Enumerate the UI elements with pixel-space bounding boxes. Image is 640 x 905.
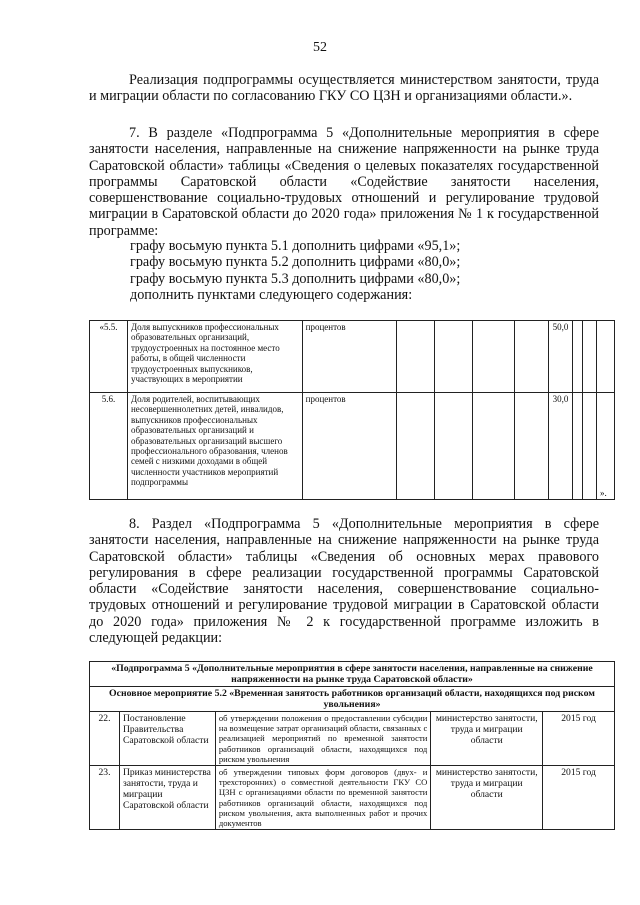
row-number: «5.5.	[90, 321, 128, 393]
table-row	[90, 712, 615, 766]
year: 2015 год	[543, 712, 615, 766]
row-number: 22.	[90, 712, 120, 766]
table-header-row	[90, 662, 615, 687]
empty-cell	[515, 321, 549, 393]
table-header-row	[90, 687, 615, 712]
subprogram-header: «Подпрограмма 5 «Дополнительные мероприятия в сфере занятости населения, направленные на снижение напряженности на рынке труда Саратовской области»	[90, 662, 615, 687]
list-item: графу восьмую пункта 5.3 дополнить цифрами «80,0»;	[130, 270, 461, 287]
empty-cell	[573, 393, 583, 500]
unit: процентов	[302, 393, 397, 500]
empty-cell	[582, 321, 596, 393]
empty-cell	[473, 393, 515, 500]
main-activity-header: Основное мероприятие 5.2 «Временная занятость работников организаций области, находящихся под риском увольнения»	[90, 687, 615, 712]
responsible-org: министерство занятости, труда и миграции области	[431, 766, 543, 830]
indicators-table	[89, 320, 615, 500]
unit: процентов	[302, 321, 397, 393]
document-content: об утверждении положения о предоставлении субсидии на возмещение затрат организаций области, связанных с реализацией мероприятий по временной занятости работников организаций области, находящихся под риском увольнения	[215, 712, 430, 766]
intro-text: Реализация подпрограммы осуществляется министерством занятости, труда и миграции области по согласованию ГКУ СО ЦЗН и организациями области.».	[89, 72, 599, 105]
page-number: 52	[313, 40, 327, 55]
table-row	[90, 321, 615, 393]
value-cell: 30,0	[549, 393, 573, 500]
closing-quote: ».	[596, 393, 614, 500]
empty-cell	[397, 321, 435, 393]
value-cell: 50,0	[549, 321, 573, 393]
section-7-list	[130, 238, 600, 303]
section-8	[89, 516, 599, 646]
list-item: дополнить пунктами следующего содержания:	[130, 286, 413, 303]
responsible-org: министерство занятости, труда и миграции области	[431, 712, 543, 766]
empty-cell	[573, 321, 583, 393]
legal-measures-table	[89, 661, 615, 830]
empty-cell	[397, 393, 435, 500]
empty-cell	[473, 321, 515, 393]
list-item: графу восьмую пункта 5.1 дополнить цифрами «95,1»;	[130, 238, 461, 254]
empty-cell	[435, 321, 473, 393]
table-row	[90, 766, 615, 830]
document-content: об утверждении типовых форм договоров (двух- и трехсторонних) о совместной деятельности ГКУ СО ЦЗН с организациями области по временной занятости работников организаций области, находящихся под риском увольнения, акта выполненных работ и прочих документов	[215, 766, 430, 830]
list-item: графу восьмую пункта 5.2 дополнить цифрами «80,0»;	[130, 254, 461, 271]
row-number: 23.	[90, 766, 120, 830]
document-type: Приказ министерства занятости, труда и миграции Саратовской области	[119, 766, 215, 830]
empty-cell	[596, 321, 614, 393]
empty-cell	[582, 393, 596, 500]
empty-cell	[515, 393, 549, 500]
row-number: 5.6.	[90, 393, 128, 500]
indicator-description: Доля родителей, воспитывающих несовершеннолетних детей, инвалидов, выпускников профессиональных образовательных организаций и образовательных организаций высшего профессионального образования, членов семей с низкими доходами в общей численности участников мероприятий подпрограммы	[127, 393, 302, 500]
section-8-text: 8. Раздел «Подпрограмма 5 «Дополнительные мероприятия в сфере занятости населения, направленные на снижение напряженности на рынке труда Саратовской области» таблицы «Сведения об основных мерах правового регулирования в сфере реализации государственной программы Саратовской области «Содействие занятости населения, совершенствование социально-трудовых отношений и регулирование трудовой миграции в Саратовской области до 2020 года» приложения № 2 к государственной программе изложить в следующей редакции:	[89, 516, 599, 647]
empty-cell	[435, 393, 473, 500]
intro-paragraph	[89, 72, 599, 105]
table-row	[90, 393, 615, 500]
indicator-description: Доля выпускников профессиональных образовательных организаций, трудоустроенных на постоянное место работы, в общей численности трудоустроенных выпускников, участвующих в мероприятии	[127, 321, 302, 393]
year: 2015 год	[543, 766, 615, 830]
section-7	[89, 125, 599, 239]
section-7-text: 7. В разделе «Подпрограмма 5 «Дополнительные мероприятия в сфере занятости населения, направленные на снижение напряженности на рынке труда Саратовской области» таблицы «Сведения о целевых показателях государственной программы Саратовской области «Содействие занятости населения, совершенствование социально-трудовых отношений и регулирование трудовой миграции в Саратовской области до 2020 года» приложения № 1 к государственной программе:	[89, 125, 599, 239]
document-type: Постановление Правительства Саратовской области	[119, 712, 215, 766]
